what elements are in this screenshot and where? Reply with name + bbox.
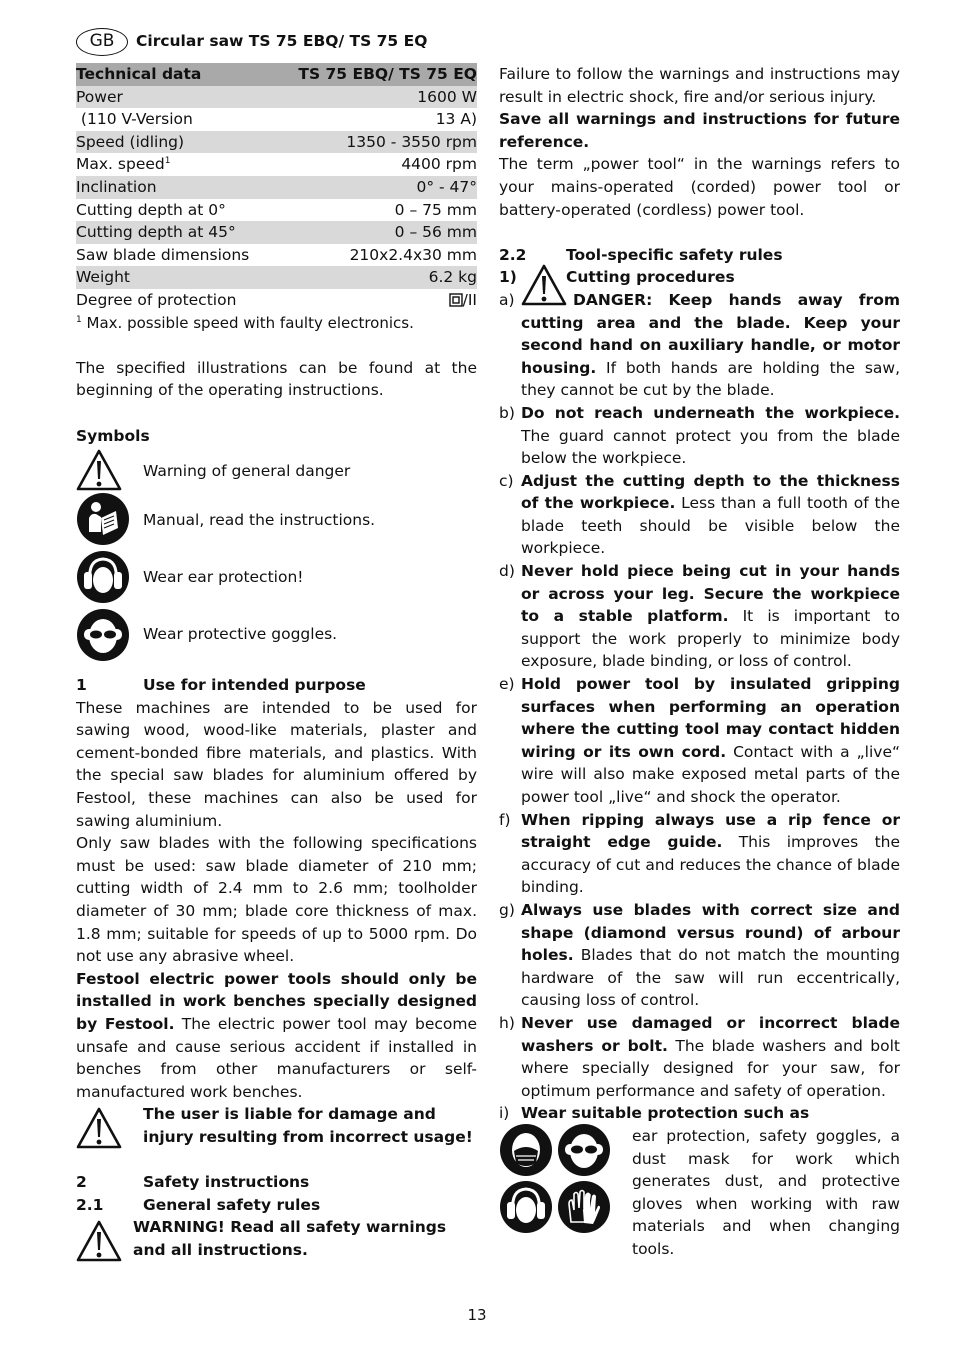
protection-text: ear protection, safety goggles, a dust mask for work which generates dust, and protective gloves when working with raw materials and when changing tools. xyxy=(632,1126,900,1258)
symbol-row xyxy=(76,608,477,666)
section-heading: 1 Use for intended purpose xyxy=(76,676,366,695)
table-cell-value: 0 – 56 mm xyxy=(273,221,477,244)
list-item: h) Never use damaged or incorrect blade washers or bolt. The blade washers and bolt where specially designed for your saw, for optimum performance and safety of operation. xyxy=(499,1013,900,1100)
language-badge: GB xyxy=(76,28,128,56)
right-column xyxy=(499,63,900,1260)
warning-triangle-icon xyxy=(76,1220,122,1262)
warning-triangle-icon xyxy=(76,1107,122,1149)
table-header-row xyxy=(76,63,477,86)
list-item: b) Do not reach underneath the workpiece. The guard cannot protect you from the blade below the workpiece. xyxy=(499,403,900,468)
paragraph: Save all warnings and instructions for future reference. xyxy=(499,110,900,151)
technical-data-table xyxy=(76,63,477,312)
table-cell-value: 210x2.4x30 mm xyxy=(349,245,477,264)
table-cell-value: 1350 - 3550 rpm xyxy=(273,131,477,154)
list-item: d) Never hold piece being cut in your hands or across your leg. Secure the workpiece to a stable platform. It is important to support the work properly to minimize body exposure, blade binding, or loss of control. xyxy=(499,562,900,671)
paragraph: These machines are intended to be used for sawing wood, wood-like materials, plaster and cement-bonded fibre materials, and plastics. With the special saw blades for aluminium offered by Festool, these machines can also be used for sawing aluminium. xyxy=(76,698,477,830)
read-instructions-warning xyxy=(76,1216,477,1261)
section-heading: 2 Safety instructions xyxy=(76,1173,310,1192)
table-cell-label: Power xyxy=(76,86,273,109)
table-cell-label: Cutting depth at 0° xyxy=(76,200,226,219)
goggles-icon xyxy=(557,1123,611,1177)
page-title: Circular saw TS 75 EBQ/ TS 75 EQ xyxy=(136,32,428,50)
table-cell-label: Max. speed$^1$ xyxy=(76,155,171,174)
table-cell-value: 13 A) xyxy=(435,110,477,129)
list-item: e) Hold power tool by insulated gripping surfaces when performing an operation where the cutting tool may contact hidden wiring or its own cord. Contact with a „live“ wire will also make exposed metal parts of the power tool „live“ and shock the operator. xyxy=(499,675,901,806)
subsection-heading: 2.1 General safety rules xyxy=(76,1195,321,1214)
table-row xyxy=(76,289,477,312)
protection-block xyxy=(499,1125,900,1261)
warning-triangle-icon xyxy=(76,449,122,491)
list-item: a) DANGER: Keep hands away from cutting area and the blade. Keep your second hand on auxiliary handle, or motor housing. If both hands are holding the saw, they cannot be cut by the blade. xyxy=(499,290,900,400)
symbol-row xyxy=(76,449,477,492)
subsection-heading: 2.2 Tool-specific safety rules xyxy=(499,245,783,264)
table-cell-label: Weight xyxy=(76,266,273,289)
dust-mask-icon xyxy=(499,1123,553,1177)
read-manual-icon xyxy=(76,492,130,546)
footnote: $^1$ Max. possible speed with faulty electronics. xyxy=(76,313,414,332)
table-row xyxy=(76,108,477,131)
list-item: f) When ripping always use a rip fence or straight edge guide. This improves the accuracy of cut and reduces the chance of blade binding. xyxy=(499,810,901,897)
table-row xyxy=(76,221,477,244)
subsection-heading: 1) Cutting procedures xyxy=(499,266,900,289)
footnote-mark: 1 xyxy=(164,156,171,167)
table-cell-value: 0 – 75 mm xyxy=(394,200,477,219)
protection-icons xyxy=(499,1123,614,1238)
table-row xyxy=(76,176,477,199)
goggles-icon xyxy=(76,608,130,662)
symbols-heading: Symbols xyxy=(76,426,150,445)
table-cell-value: 6.2 kg xyxy=(273,266,477,289)
table-cell-value: 1600 W xyxy=(273,86,477,109)
paragraph: Only saw blades with the following specifications must be used: saw blade diameter of 210 mm; cutting width of 2.4 mm to 2.6 mm; toolholder diameter of 30 mm; blade core thickness of max. 1.8 mm; suitable for speeds of up to 5000 rpm. Do not use any abrasive wheel. xyxy=(76,834,477,966)
table-cell-label: Cutting depth at 45° xyxy=(76,221,273,244)
table-row xyxy=(76,199,477,222)
ear-protection-icon xyxy=(76,550,130,604)
table-header-cell: TS 75 EBQ/ TS 75 EQ xyxy=(273,63,477,86)
table-cell-label: Inclination xyxy=(76,176,273,199)
table-cell-value: /II xyxy=(273,289,477,312)
ear-protection-icon xyxy=(499,1180,553,1234)
protection-class-icon xyxy=(449,293,463,307)
intro-text: The specified illustrations can be found at the beginning of the operating instructions. xyxy=(76,358,477,400)
table-row xyxy=(76,266,477,289)
symbol-row xyxy=(76,492,477,550)
warning-text: The user is liable for damage and injury resulting from incorrect usage! xyxy=(143,1105,473,1146)
list-item: g) Always use blades with correct size and shape (diamond versus round) of arbour holes. Blades that do not match the mounting hardware of the saw will run eccentrically, causing loss of control. xyxy=(499,900,900,1010)
table-cell-label: (110 V-Version xyxy=(76,110,193,129)
table-cell-label: Speed (idling) xyxy=(76,131,273,154)
table-cell-value: 0° - 47° xyxy=(273,176,477,199)
liability-warning xyxy=(76,1103,477,1148)
list-item: i) Wear suitable protection such as xyxy=(499,1104,810,1123)
paragraph: Festool electric power tools should only be installed in work benches specially designed by Festool. The electric power tool may become unsafe and cause serious accident if installed in benches from other manufacturers or self-manufactured work benches. xyxy=(76,969,477,1101)
symbol-label: Manual, read the instructions. xyxy=(143,511,376,530)
table-cell-label: Saw blade dimensions xyxy=(76,245,250,264)
symbol-label: Warning of general danger xyxy=(143,462,351,481)
table-header-cell: Technical data xyxy=(76,63,273,86)
table-row xyxy=(76,86,477,109)
warning-text: WARNING! Read all safety warnings and all instructions. xyxy=(133,1218,447,1259)
table-row xyxy=(76,244,477,267)
list-item: c) Adjust the cutting depth to the thickness of the workpiece. Less than a full tooth of the blade teeth should be visible below the workpiece. xyxy=(499,471,900,558)
table-row xyxy=(76,131,477,154)
paragraph: Failure to follow the warnings and instructions may result in electric shock, fire and/or serious injury. xyxy=(499,65,900,106)
symbol-label: Wear ear protection! xyxy=(143,568,304,587)
table-cell-label: Degree of protection xyxy=(76,290,237,309)
symbol-label: Wear protective goggles. xyxy=(143,625,338,644)
safety-rules-list xyxy=(499,289,900,1125)
table-row xyxy=(76,153,477,176)
protective-gloves-icon xyxy=(557,1180,611,1234)
left-column xyxy=(76,63,477,1262)
paragraph: The term „power tool“ in the warnings refers to your mains-operated (corded) power tool or battery-operated (cordless) power tool. xyxy=(499,155,900,219)
page-number: 13 xyxy=(467,1306,487,1324)
symbol-row xyxy=(76,550,477,608)
table-cell-value: 4400 rpm xyxy=(401,155,477,174)
